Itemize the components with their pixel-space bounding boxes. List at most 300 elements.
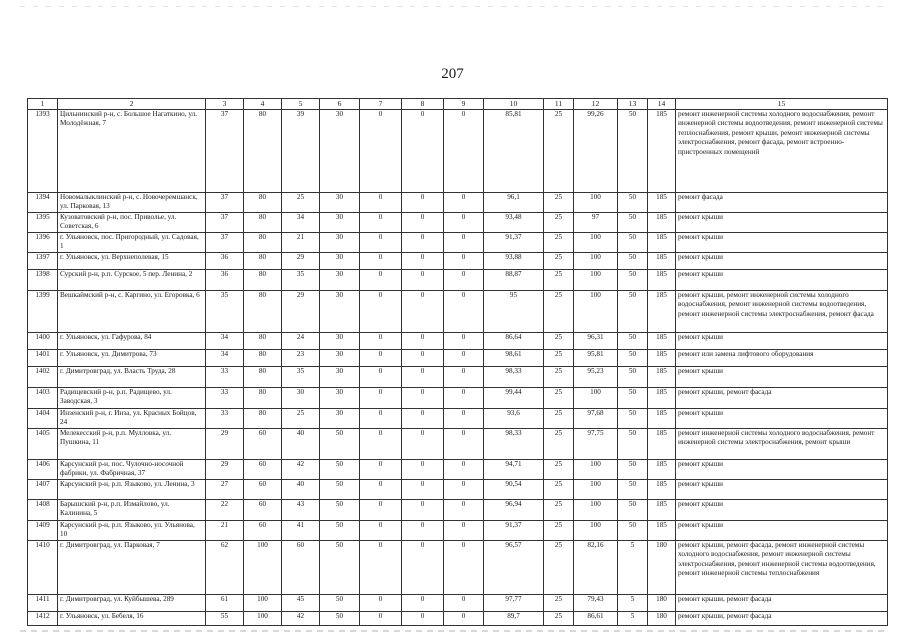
- cell-col-14: 185: [648, 387, 676, 408]
- cell-col-4: 60: [244, 459, 282, 479]
- column-header-7: 7: [360, 99, 402, 110]
- cell-address: Карсунский р-н, р.п. Языково, ул. Ленина, 3: [58, 479, 206, 499]
- cell-col-5: 42: [282, 611, 320, 625]
- cell-col-14: 185: [648, 290, 676, 332]
- page-number: 207: [441, 66, 464, 82]
- cell-col-14: 185: [648, 408, 676, 428]
- cell-col-12: 95,23: [574, 366, 618, 387]
- cell-address: Кузоватовский р-н, пос. Приволье, ул. Советская, 6: [58, 212, 206, 232]
- cell-col-13: 50: [618, 520, 648, 540]
- cell-col-7: 0: [360, 366, 402, 387]
- cell-col-8: 0: [402, 594, 444, 611]
- cell-col-13: 50: [618, 428, 648, 459]
- table-row: [28, 252, 888, 269]
- cell-address: г. Ульяновск, пос. Пригородный, ул. Садовая, 1: [58, 232, 206, 252]
- cell-col-6: 50: [320, 479, 360, 499]
- cell-col-11: 25: [544, 252, 574, 269]
- cell-col-9: 0: [444, 192, 484, 212]
- cell-col-7: 0: [360, 479, 402, 499]
- cell-col-8: 0: [402, 332, 444, 349]
- cell-col-13: 5: [618, 611, 648, 625]
- cell-work-types: ремонт крыши: [676, 459, 888, 479]
- cell-col-7: 0: [360, 192, 402, 212]
- cell-col-6: 50: [320, 540, 360, 594]
- cell-col-10: 90,54: [484, 479, 544, 499]
- cell-col-6: 50: [320, 594, 360, 611]
- cell-col-4: 80: [244, 269, 282, 290]
- cell-row-number: 1408: [28, 499, 58, 520]
- cell-col-14: 185: [648, 212, 676, 232]
- cell-col-8: 0: [402, 611, 444, 625]
- cell-col-5: 40: [282, 428, 320, 459]
- cell-col-8: 0: [402, 290, 444, 332]
- table-row: [28, 387, 888, 408]
- table-row: [28, 269, 888, 290]
- cell-row-number: 1411: [28, 594, 58, 611]
- cell-col-9: 0: [444, 349, 484, 366]
- cell-col-8: 0: [402, 479, 444, 499]
- cell-work-types: ремонт крыши, ремонт фасада: [676, 611, 888, 625]
- cell-col-12: 100: [574, 290, 618, 332]
- cell-col-5: 60: [282, 540, 320, 594]
- column-header-6: 6: [320, 99, 360, 110]
- cell-address: г. Ульяновск, ул. Димитрова, 73: [58, 349, 206, 366]
- cell-col-14: 185: [648, 349, 676, 366]
- cell-work-types: ремонт или замена лифтового оборудования: [676, 349, 888, 366]
- cell-col-8: 0: [402, 387, 444, 408]
- cell-row-number: 1397: [28, 252, 58, 269]
- cell-col-4: 80: [244, 349, 282, 366]
- table-row: [28, 192, 888, 212]
- cell-col-7: 0: [360, 252, 402, 269]
- cell-col-8: 0: [402, 459, 444, 479]
- cell-col-7: 0: [360, 349, 402, 366]
- cell-col-6: 30: [320, 332, 360, 349]
- cell-col-11: 25: [544, 232, 574, 252]
- cell-col-14: 180: [648, 540, 676, 594]
- scan-top-edge: [20, 6, 885, 7]
- cell-col-5: 30: [282, 387, 320, 408]
- cell-col-14: 185: [648, 479, 676, 499]
- cell-address: г. Ульяновск, ул. Гафурова, 84: [58, 332, 206, 349]
- cell-col-3: 62: [206, 540, 244, 594]
- table-row: [28, 520, 888, 540]
- cell-col-8: 0: [402, 252, 444, 269]
- cell-row-number: 1407: [28, 479, 58, 499]
- cell-col-13: 50: [618, 192, 648, 212]
- cell-col-11: 25: [544, 428, 574, 459]
- cell-col-12: 100: [574, 387, 618, 408]
- column-header-2: 2: [58, 99, 206, 110]
- cell-col-9: 0: [444, 594, 484, 611]
- cell-col-11: 25: [544, 332, 574, 349]
- cell-col-7: 0: [360, 332, 402, 349]
- cell-work-types: ремонт крыши: [676, 408, 888, 428]
- cell-col-11: 25: [544, 479, 574, 499]
- cell-address: г. Димитровград, ул. Власть Труда, 28: [58, 366, 206, 387]
- cell-col-4: 80: [244, 290, 282, 332]
- cell-col-5: 23: [282, 349, 320, 366]
- column-header-1: 1: [28, 99, 58, 110]
- cell-address: Вешкаймский р-н, с. Каргино, ул. Егоровка, 6: [58, 290, 206, 332]
- cell-col-13: 50: [618, 290, 648, 332]
- cell-col-12: 100: [574, 479, 618, 499]
- cell-col-13: 50: [618, 212, 648, 232]
- cell-col-11: 25: [544, 408, 574, 428]
- cell-col-7: 0: [360, 459, 402, 479]
- cell-col-9: 0: [444, 540, 484, 594]
- cell-col-11: 25: [544, 109, 574, 192]
- cell-work-types: ремонт инженерной системы холодного водоснабжения, ремонт инженерной системы водоотведения, ремонт инженерной системы теплоснабжения, ремонт крыши, ремонт инженерной системы электроснабжения, ремонт фасада, ремонт встроенно-пристроенных помещений: [676, 109, 888, 192]
- cell-col-14: 180: [648, 594, 676, 611]
- cell-col-7: 0: [360, 611, 402, 625]
- column-header-5: 5: [282, 99, 320, 110]
- cell-col-8: 0: [402, 408, 444, 428]
- table-row: [28, 332, 888, 349]
- cell-col-10: 98,33: [484, 428, 544, 459]
- cell-col-5: 29: [282, 290, 320, 332]
- cell-col-4: 80: [244, 232, 282, 252]
- cell-col-3: 33: [206, 366, 244, 387]
- cell-col-14: 185: [648, 428, 676, 459]
- cell-col-11: 25: [544, 192, 574, 212]
- cell-work-types: ремонт крыши, ремонт фасада, ремонт инженерной системы холодного водоснабжения, ремонт инженерной системы электроснабжения, ремонт инженерной системы водоотведения, ремонт инженерной системы теплоснабжения: [676, 540, 888, 594]
- cell-col-7: 0: [360, 269, 402, 290]
- cell-col-10: 95: [484, 290, 544, 332]
- cell-col-10: 85,81: [484, 109, 544, 192]
- cell-col-6: 30: [320, 366, 360, 387]
- cell-work-types: ремонт крыши: [676, 520, 888, 540]
- cell-col-5: 25: [282, 192, 320, 212]
- cell-col-12: 100: [574, 520, 618, 540]
- cell-col-4: 60: [244, 520, 282, 540]
- cell-col-5: 45: [282, 594, 320, 611]
- cell-col-6: 50: [320, 499, 360, 520]
- cell-col-13: 50: [618, 252, 648, 269]
- cell-col-10: 98,61: [484, 349, 544, 366]
- cell-col-10: 93,48: [484, 212, 544, 232]
- scan-bottom-edge: [20, 630, 885, 632]
- cell-address: Мелекесский р-н, р.п. Мулловка, ул. Пушкина, 11: [58, 428, 206, 459]
- table-row: [28, 366, 888, 387]
- cell-work-types: ремонт крыши, ремонт фасада: [676, 594, 888, 611]
- column-header-3: 3: [206, 99, 244, 110]
- cell-col-6: 30: [320, 192, 360, 212]
- cell-col-3: 22: [206, 499, 244, 520]
- cell-col-6: 30: [320, 408, 360, 428]
- cell-col-7: 0: [360, 540, 402, 594]
- cell-col-3: 37: [206, 192, 244, 212]
- cell-col-14: 185: [648, 459, 676, 479]
- cell-col-5: 21: [282, 232, 320, 252]
- column-header-12: 12: [574, 99, 618, 110]
- cell-col-10: 91,37: [484, 232, 544, 252]
- column-header-4: 4: [244, 99, 282, 110]
- cell-col-12: 79,43: [574, 594, 618, 611]
- cell-col-5: 25: [282, 408, 320, 428]
- cell-col-9: 0: [444, 428, 484, 459]
- cell-col-11: 25: [544, 520, 574, 540]
- cell-work-types: ремонт крыши: [676, 212, 888, 232]
- cell-col-14: 185: [648, 232, 676, 252]
- cell-col-10: 96,94: [484, 499, 544, 520]
- cell-col-12: 95,81: [574, 349, 618, 366]
- cell-col-6: 30: [320, 232, 360, 252]
- cell-col-3: 29: [206, 459, 244, 479]
- cell-col-11: 25: [544, 611, 574, 625]
- cell-col-9: 0: [444, 109, 484, 192]
- cell-address: г. Димитровград, ул. Куйбышева, 289: [58, 594, 206, 611]
- cell-col-4: 80: [244, 212, 282, 232]
- cell-col-8: 0: [402, 520, 444, 540]
- cell-work-types: ремонт крыши: [676, 269, 888, 290]
- cell-col-6: 30: [320, 269, 360, 290]
- cell-col-6: 50: [320, 520, 360, 540]
- cell-address: Цильнинский р-н, с. Большое Нагаткино, ул. Молодёжная, 7: [58, 109, 206, 192]
- cell-col-5: 40: [282, 479, 320, 499]
- cell-col-10: 97,77: [484, 594, 544, 611]
- cell-address: Карсунский р-н, пос. Чулочно-носочной фабрики, ул. Фабричная, 37: [58, 459, 206, 479]
- cell-col-5: 35: [282, 366, 320, 387]
- cell-col-11: 25: [544, 212, 574, 232]
- cell-address: г. Димитровград, ул. Парковая, 7: [58, 540, 206, 594]
- cell-col-4: 100: [244, 594, 282, 611]
- cell-work-types: ремонт крыши: [676, 332, 888, 349]
- cell-address: Инзенский р-н, г. Инза, ул. Красных Бойцов, 24: [58, 408, 206, 428]
- cell-work-types: ремонт крыши: [676, 499, 888, 520]
- cell-col-13: 50: [618, 349, 648, 366]
- cell-row-number: 1409: [28, 520, 58, 540]
- cell-col-11: 25: [544, 269, 574, 290]
- column-header-8: 8: [402, 99, 444, 110]
- cell-row-number: 1404: [28, 408, 58, 428]
- cell-row-number: 1398: [28, 269, 58, 290]
- cell-col-13: 5: [618, 594, 648, 611]
- table-row: [28, 408, 888, 428]
- cell-col-8: 0: [402, 192, 444, 212]
- cell-col-9: 0: [444, 459, 484, 479]
- cell-col-10: 96,57: [484, 540, 544, 594]
- cell-col-8: 0: [402, 499, 444, 520]
- cell-col-12: 100: [574, 232, 618, 252]
- cell-col-7: 0: [360, 499, 402, 520]
- cell-row-number: 1403: [28, 387, 58, 408]
- cell-col-3: 55: [206, 611, 244, 625]
- cell-row-number: 1402: [28, 366, 58, 387]
- cell-col-10: 89,7: [484, 611, 544, 625]
- cell-col-12: 100: [574, 499, 618, 520]
- cell-col-3: 34: [206, 349, 244, 366]
- cell-address: Новомалыклинский р-н, с. Новочеремшанск, ул. Парковая, 13: [58, 192, 206, 212]
- cell-row-number: 1410: [28, 540, 58, 594]
- cell-col-11: 25: [544, 499, 574, 520]
- cell-col-8: 0: [402, 269, 444, 290]
- cell-address: г. Ульяновск, ул. Бебеля, 16: [58, 611, 206, 625]
- cell-col-12: 97: [574, 212, 618, 232]
- cell-work-types: ремонт крыши, ремонт инженерной системы холодного водоснабжения, ремонт инженерной системы водоотведения, ремонт инженерной системы электроснабжения, ремонт фасада: [676, 290, 888, 332]
- cell-col-6: 30: [320, 387, 360, 408]
- cell-work-types: ремонт крыши, ремонт фасада: [676, 387, 888, 408]
- cell-col-7: 0: [360, 594, 402, 611]
- cell-col-13: 50: [618, 408, 648, 428]
- cell-col-8: 0: [402, 232, 444, 252]
- cell-col-11: 25: [544, 387, 574, 408]
- table-row: [28, 611, 888, 625]
- cell-col-6: 30: [320, 290, 360, 332]
- cell-col-3: 36: [206, 252, 244, 269]
- cell-col-6: 50: [320, 459, 360, 479]
- cell-address: г. Ульяновск, ул. Верхнеполевая, 15: [58, 252, 206, 269]
- cell-col-9: 0: [444, 269, 484, 290]
- cell-col-8: 0: [402, 540, 444, 594]
- cell-col-9: 0: [444, 332, 484, 349]
- cell-col-11: 25: [544, 540, 574, 594]
- cell-col-10: 98,33: [484, 366, 544, 387]
- cell-col-3: 35: [206, 290, 244, 332]
- cell-col-6: 50: [320, 611, 360, 625]
- cell-col-13: 50: [618, 499, 648, 520]
- cell-work-types: ремонт крыши: [676, 252, 888, 269]
- cell-address: Сурский р-н, р.п. Сурское, 5 пер. Ленина, 2: [58, 269, 206, 290]
- cell-col-4: 60: [244, 499, 282, 520]
- table-row: [28, 594, 888, 611]
- cell-col-10: 96,1: [484, 192, 544, 212]
- cell-col-9: 0: [444, 387, 484, 408]
- cell-col-5: 41: [282, 520, 320, 540]
- cell-col-4: 100: [244, 540, 282, 594]
- cell-col-4: 80: [244, 408, 282, 428]
- column-header-13: 13: [618, 99, 648, 110]
- cell-col-10: 94,71: [484, 459, 544, 479]
- cell-col-13: 50: [618, 232, 648, 252]
- cell-col-6: 30: [320, 109, 360, 192]
- table-row: [28, 499, 888, 520]
- cell-col-7: 0: [360, 290, 402, 332]
- table-row: [28, 232, 888, 252]
- cell-col-12: 100: [574, 192, 618, 212]
- cell-col-13: 50: [618, 332, 648, 349]
- cell-col-3: 37: [206, 212, 244, 232]
- cell-col-7: 0: [360, 232, 402, 252]
- cell-col-5: 42: [282, 459, 320, 479]
- cell-col-14: 185: [648, 252, 676, 269]
- cell-col-9: 0: [444, 212, 484, 232]
- cell-row-number: 1394: [28, 192, 58, 212]
- cell-row-number: 1405: [28, 428, 58, 459]
- cell-row-number: 1401: [28, 349, 58, 366]
- cell-col-5: 43: [282, 499, 320, 520]
- cell-col-7: 0: [360, 387, 402, 408]
- cell-col-3: 33: [206, 408, 244, 428]
- cell-col-9: 0: [444, 499, 484, 520]
- cell-col-3: 37: [206, 232, 244, 252]
- cell-col-13: 50: [618, 479, 648, 499]
- cell-col-10: 93,88: [484, 252, 544, 269]
- cell-col-5: 34: [282, 212, 320, 232]
- cell-col-9: 0: [444, 611, 484, 625]
- cell-col-6: 50: [320, 428, 360, 459]
- cell-address: Барышский р-н, р.п. Измайлово, ул. Калинина, 5: [58, 499, 206, 520]
- cell-col-14: 185: [648, 499, 676, 520]
- cell-col-4: 80: [244, 192, 282, 212]
- cell-col-13: 50: [618, 387, 648, 408]
- cell-col-8: 0: [402, 109, 444, 192]
- cell-row-number: 1393: [28, 109, 58, 192]
- cell-row-number: 1400: [28, 332, 58, 349]
- cell-col-10: 99,44: [484, 387, 544, 408]
- cell-work-types: ремонт крыши: [676, 479, 888, 499]
- cell-col-11: 25: [544, 349, 574, 366]
- column-header-14: 14: [648, 99, 676, 110]
- cell-col-12: 82,16: [574, 540, 618, 594]
- cell-col-13: 50: [618, 366, 648, 387]
- cell-col-3: 34: [206, 332, 244, 349]
- cell-col-14: 185: [648, 192, 676, 212]
- cell-col-8: 0: [402, 212, 444, 232]
- cell-row-number: 1396: [28, 232, 58, 252]
- cell-col-6: 30: [320, 349, 360, 366]
- cell-col-3: 21: [206, 520, 244, 540]
- cell-row-number: 1399: [28, 290, 58, 332]
- cell-col-4: 80: [244, 332, 282, 349]
- cell-address: Карсунский р-н, р.п. Языково, ул. Ульянова, 10: [58, 520, 206, 540]
- table-row: [28, 540, 888, 594]
- cell-col-5: 29: [282, 252, 320, 269]
- cell-col-9: 0: [444, 290, 484, 332]
- cell-col-11: 25: [544, 366, 574, 387]
- cell-col-3: 61: [206, 594, 244, 611]
- repair-program-table: [27, 98, 888, 626]
- cell-col-8: 0: [402, 366, 444, 387]
- header-row: [28, 99, 888, 110]
- cell-col-8: 0: [402, 349, 444, 366]
- table-row: [28, 109, 888, 192]
- table-row: [28, 459, 888, 479]
- cell-col-7: 0: [360, 408, 402, 428]
- cell-col-13: 50: [618, 459, 648, 479]
- cell-col-3: 33: [206, 387, 244, 408]
- cell-col-10: 86,64: [484, 332, 544, 349]
- cell-col-3: 29: [206, 428, 244, 459]
- table-row: [28, 290, 888, 332]
- table-row: [28, 428, 888, 459]
- cell-col-4: 80: [244, 387, 282, 408]
- column-header-10: 10: [484, 99, 544, 110]
- cell-col-6: 30: [320, 252, 360, 269]
- cell-col-7: 0: [360, 428, 402, 459]
- column-header-11: 11: [544, 99, 574, 110]
- cell-col-12: 86,61: [574, 611, 618, 625]
- cell-col-9: 0: [444, 232, 484, 252]
- cell-row-number: 1412: [28, 611, 58, 625]
- cell-col-7: 0: [360, 520, 402, 540]
- cell-col-11: 25: [544, 594, 574, 611]
- cell-col-12: 99,26: [574, 109, 618, 192]
- table-row: [28, 349, 888, 366]
- cell-col-9: 0: [444, 520, 484, 540]
- cell-col-4: 60: [244, 428, 282, 459]
- cell-col-14: 185: [648, 332, 676, 349]
- cell-col-12: 97,75: [574, 428, 618, 459]
- cell-col-5: 24: [282, 332, 320, 349]
- cell-col-8: 0: [402, 428, 444, 459]
- cell-work-types: ремонт фасада: [676, 192, 888, 212]
- cell-col-13: 50: [618, 109, 648, 192]
- cell-work-types: ремонт крыши: [676, 366, 888, 387]
- cell-col-14: 180: [648, 611, 676, 625]
- cell-col-12: 100: [574, 269, 618, 290]
- cell-col-4: 80: [244, 366, 282, 387]
